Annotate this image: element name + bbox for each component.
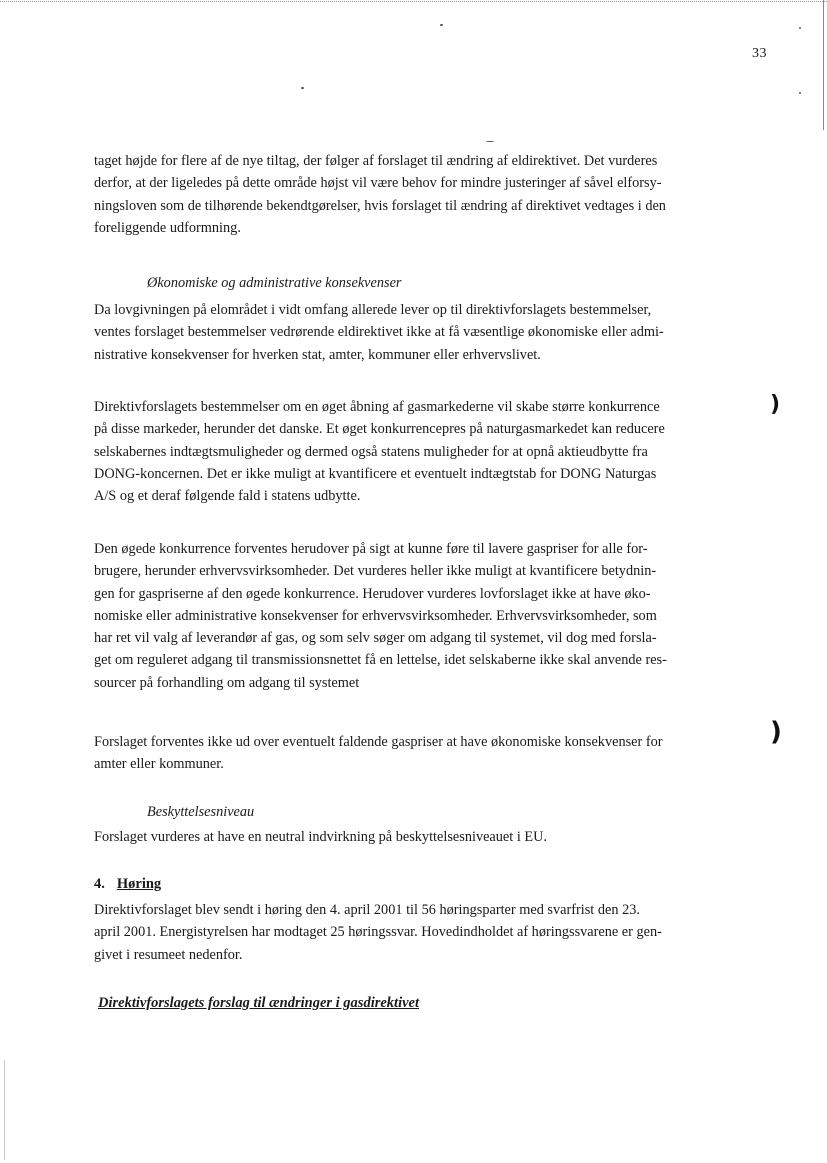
text-line: A/S og et deraf følgende fald i statens udbytte. xyxy=(94,488,361,505)
scan-speck xyxy=(301,87,304,89)
scan-speck xyxy=(799,27,801,29)
subheading-protection-level: Beskyttelsesniveau xyxy=(147,804,255,820)
text-line: amter eller kommuner. xyxy=(94,756,224,773)
scan-speck xyxy=(440,24,443,26)
text-line: sourcer på forhandling om adgang til systemet xyxy=(94,674,360,691)
margin-bracket-mark: ) xyxy=(770,717,782,747)
text-line: Da lovgivningen på elområdet i vidt omfang allerede lever op til direktivforslagets bestemmelser, xyxy=(94,302,652,318)
paragraph-gas-market-opening xyxy=(94,396,774,507)
text-line: Forslaget vurderes at have en neutral indvirkning på beskyttelsesniveauet i EU. xyxy=(94,829,547,845)
text-line: brugere, herunder erhvervsvirksomheder. Det vurderes heller ikke muligt at kvantificere betydnin- xyxy=(94,563,657,580)
heading-gas-directive-changes: Direktivforslagets forslag til ændringer i gasdirektivet xyxy=(98,995,420,1011)
text-line: selskabernes indtægtsmuligheder og dermed også statens muligheder for at opnå aktieudbytte fra xyxy=(94,443,648,460)
paragraph-eldirektiv-intro xyxy=(94,150,774,239)
text-line: har ret vil valg af leverandør af gas, og som selv søger om adgang til systemet, vil dog med forsla- xyxy=(94,630,657,647)
text-line: gen for gaspriserne af den øgede konkurrence. Herudover vurderes lovforslaget ikke at have øko- xyxy=(94,585,651,602)
section-title: Høring xyxy=(116,876,162,892)
margin-bracket-mark: ) xyxy=(770,392,781,417)
page-number: 33 xyxy=(752,46,767,61)
text-line: Forslaget forventes ikke ud over eventuelt faldende gaspriser at have økonomiske konsekvenser for xyxy=(94,734,663,750)
text-line: på disse markeder, herunder det danske. Et øget konkurrencepres på naturgasmarkedet kan reducere xyxy=(94,421,665,438)
text-line: april 2001. Energistyrelsen har modtaget 25 høringssvar. Hovedindholdet af høringssvarene er gen- xyxy=(94,924,662,941)
paragraph-protection-level xyxy=(94,826,774,848)
scan-top-edge xyxy=(0,1,827,2)
scan-speck xyxy=(799,92,801,94)
scan-left-edge xyxy=(4,1060,5,1160)
text-line: nistrative konsekvenser for hverken stat, amter, kommuner eller erhvervslivet. xyxy=(94,346,541,363)
text-line: DONG-koncernen. Det er ikke muligt at kvantificere et eventuelt indtægtstab for DONG Naturgas xyxy=(94,465,657,482)
text-line: taget højde for flere af de nye tiltag, der følger af forslaget til ændring af eldirektivet. Det vurderes xyxy=(94,153,658,169)
text-line: Direktivforslagets bestemmelser om en øget åbning af gasmarkederne vil skabe større konkurrence xyxy=(94,399,660,415)
text-line: derfor, at der ligeledes på dette område højst vil være behov for mindre justeringer af såvel elforsy- xyxy=(94,175,662,192)
paragraph-el-consequences xyxy=(94,299,774,366)
text-line: Direktivforslaget blev sendt i høring den 4. april 2001 til 56 høringsparter med svarfrist den 23. xyxy=(94,902,640,918)
scan-speck xyxy=(486,141,494,142)
text-line: get om reguleret adgang til transmissionsnettet få en lettelse, idet selskaberne ikke skal anvende res- xyxy=(94,652,667,669)
scan-right-edge xyxy=(823,0,824,130)
paragraph-competition-prices xyxy=(94,538,774,694)
paragraph-hearing xyxy=(94,899,774,966)
text-line: givet i resumeet nedenfor. xyxy=(94,946,243,963)
text-line: foreliggende udformning. xyxy=(94,219,241,236)
subheading-economic-consequences: Økonomiske og administrative konsekvenser xyxy=(147,275,402,291)
section-heading-hearing xyxy=(94,876,161,893)
text-line: ventes forslaget bestemmelser vedrørende eldirektivet ikke at få væsentlige økonomiske eller admi- xyxy=(94,324,664,341)
text-line: nomiske eller administrative konsekvenser for erhvervsvirksomheder. Erhvervsvirksomheder, som xyxy=(94,607,657,624)
section-number: 4. xyxy=(94,876,105,892)
text-line: Den øgede konkurrence forventes herudover på sigt at kunne føre til lavere gaspriser for alle for- xyxy=(94,541,648,557)
paragraph-regional-consequences xyxy=(94,731,774,776)
text-line: ningsloven som de tilhørende bekendtgørelser, hvis forslaget til ændring af direktivet vedtages i den xyxy=(94,197,666,214)
